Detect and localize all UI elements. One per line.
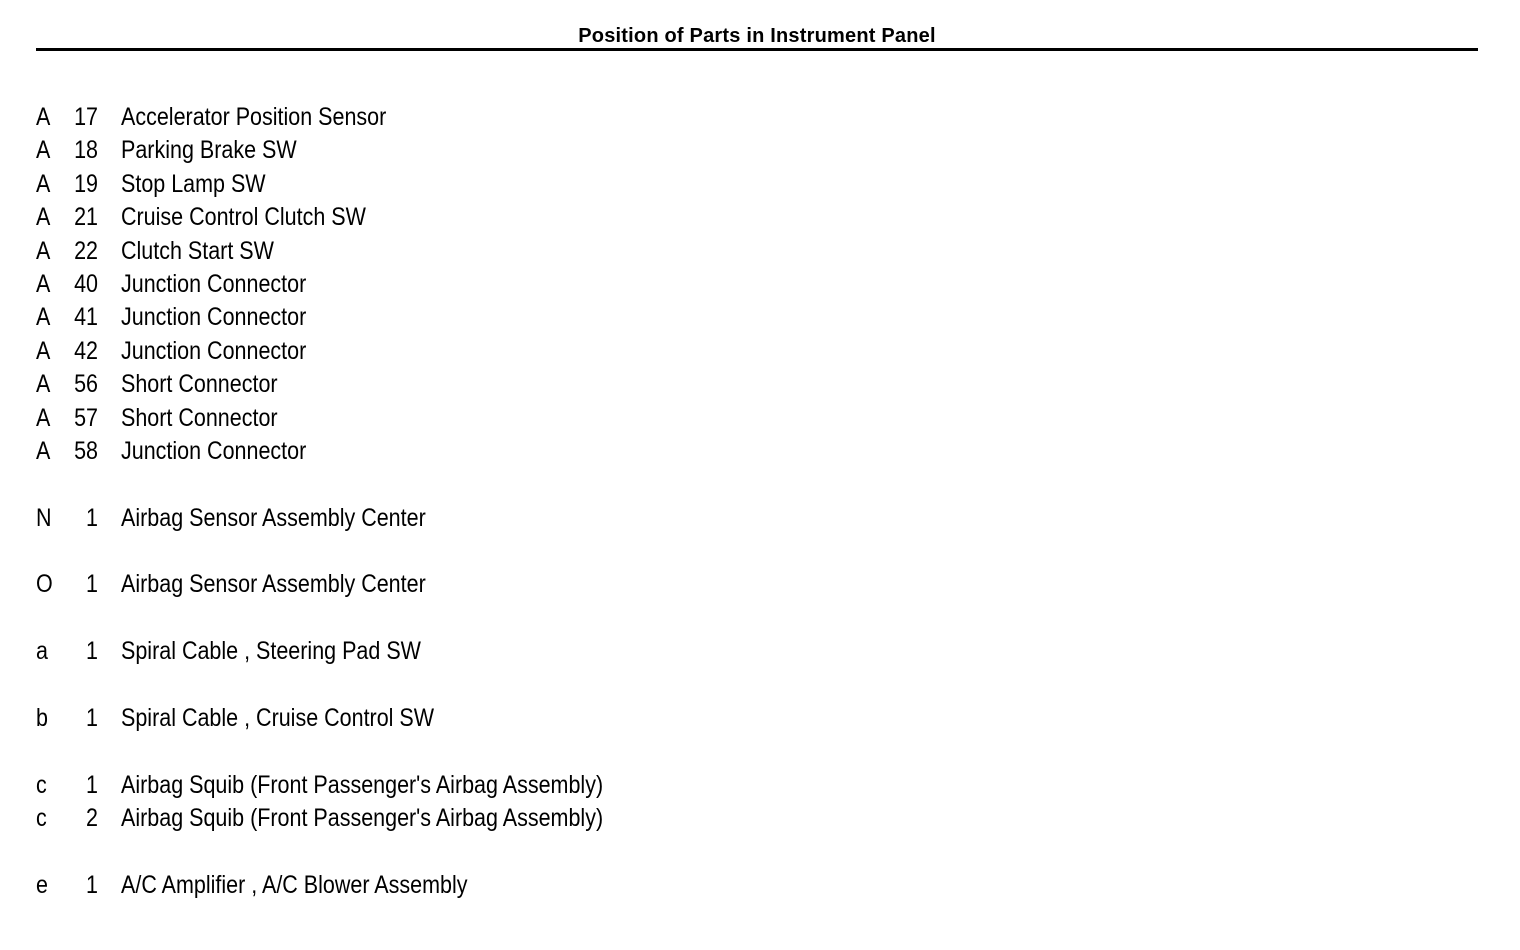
connector-code: A [36,203,51,232]
part-name: Short Connector [121,370,278,399]
connector-number: 1 [86,704,98,733]
connector-code: N [36,503,52,532]
part-row [36,769,936,802]
connector-number: 1 [86,870,98,899]
part-name: Stop Lamp SW [121,169,266,198]
part-row [36,869,936,902]
part-name: Accelerator Position Sensor [121,103,387,131]
connector-number: 22 [74,236,98,265]
connector-code: A [36,103,51,131]
part-row [36,702,936,735]
connector-number: 1 [86,503,98,532]
connector-code: c [36,804,47,833]
connector-number: 1 [86,570,98,599]
connector-number: 41 [74,303,98,332]
part-name: Airbag Squib (Front Passenger's Airbag Assembly) [121,770,604,799]
part-row [36,235,936,268]
part-name: Airbag Sensor Assembly Center [121,570,426,599]
connector-number: 58 [74,436,98,465]
part-name: Airbag Sensor Assembly Center [121,503,426,532]
title-divider [36,48,1478,51]
connector-code: A [36,269,51,298]
part-row [36,201,936,234]
part-group [36,568,936,601]
part-group [36,769,936,836]
part-row [36,435,936,468]
part-row [36,101,936,134]
part-row [36,168,936,201]
part-name: Spiral Cable , Cruise Control SW [121,704,435,733]
part-name: Parking Brake SW [121,136,297,165]
connector-code: c [36,770,47,799]
connector-number: 1 [86,770,98,799]
part-name: Junction Connector [121,336,307,365]
part-row [36,502,936,535]
part-row [36,368,936,401]
part-row [36,402,936,435]
part-name: Clutch Start SW [121,236,274,265]
part-group [36,502,936,535]
part-row [36,635,936,668]
part-row [36,301,936,334]
connector-code: A [36,403,51,432]
part-row [36,134,936,167]
part-name: Junction Connector [121,269,307,298]
part-row [36,802,936,835]
connector-code: A [36,303,51,332]
part-name: Short Connector [121,403,278,432]
connector-code: A [36,370,51,399]
connector-number: 19 [74,169,98,198]
connector-number: 21 [74,203,98,232]
connector-code: A [36,136,51,165]
part-name: A/C Amplifier , A/C Blower Assembly [121,870,468,899]
part-group [36,101,936,468]
part-name: Cruise Control Clutch SW [121,203,366,232]
part-group [36,869,936,902]
part-group [36,702,936,735]
parts-list [36,101,936,902]
part-name: Airbag Squib (Front Passenger's Airbag Assembly) [121,804,604,833]
part-name: Spiral Cable , Steering Pad SW [121,637,421,666]
part-row [36,335,936,368]
connector-number: 1 [86,637,98,666]
connector-number: 17 [74,103,98,131]
part-group [36,635,936,668]
part-row [36,268,936,301]
connector-code: b [36,704,48,733]
connector-code: O [36,570,53,599]
connector-number: 56 [74,370,98,399]
connector-number: 42 [74,336,98,365]
part-row [36,568,936,601]
part-name: Junction Connector [121,436,307,465]
connector-number: 40 [74,269,98,298]
connector-number: 57 [74,403,98,432]
connector-code: A [36,436,51,465]
connector-code: A [36,169,51,198]
connector-code: A [36,236,51,265]
page-title: Position of Parts in Instrument Panel [578,25,936,47]
connector-code: e [36,870,48,899]
connector-number: 18 [74,136,98,165]
connector-number: 2 [86,804,98,833]
connector-code: a [36,637,48,666]
connector-code: A [36,336,51,365]
part-name: Junction Connector [121,303,307,332]
